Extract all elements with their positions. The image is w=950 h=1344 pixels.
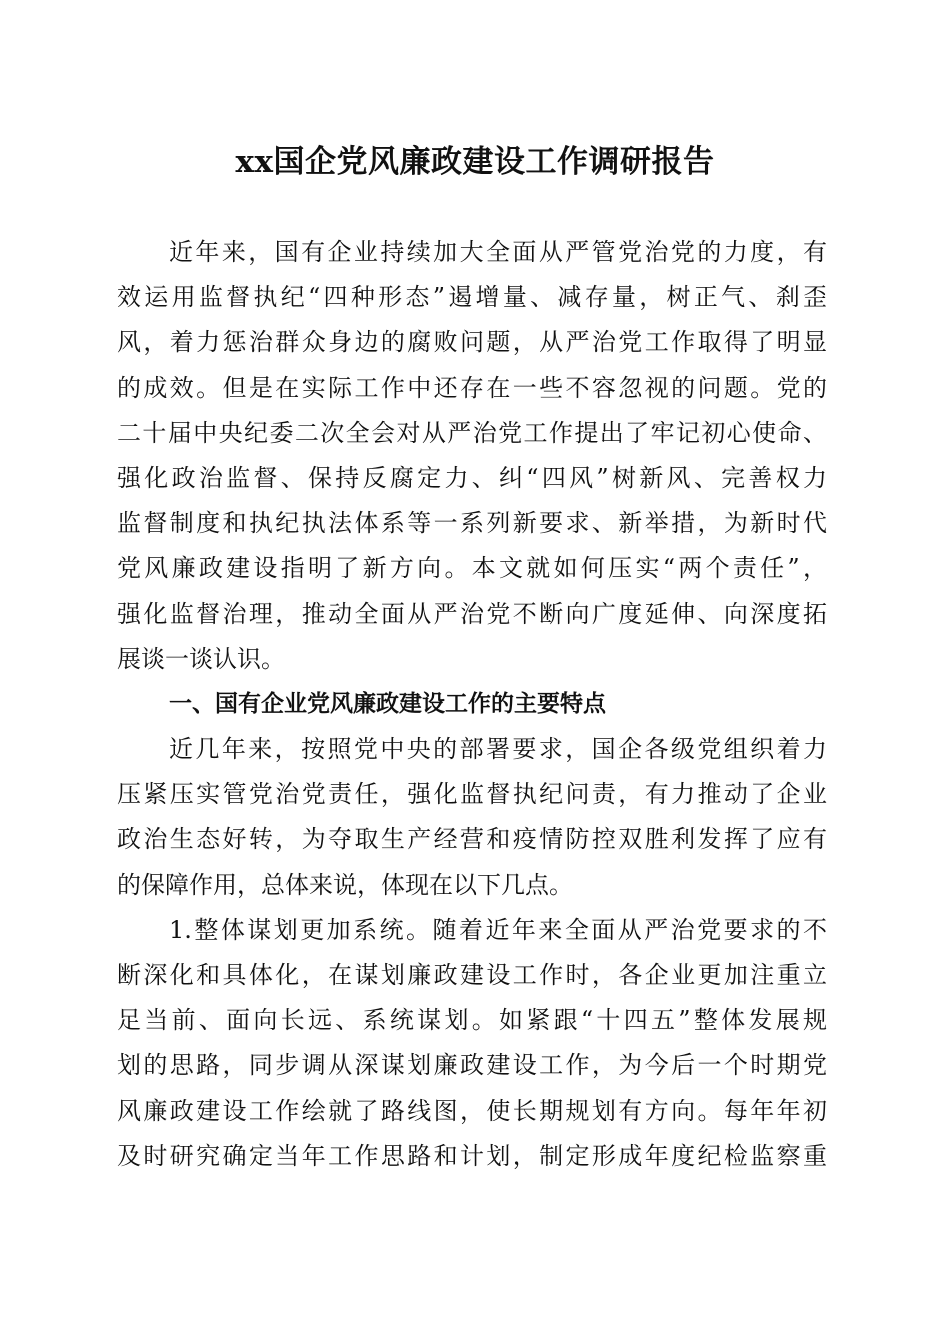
paragraph-line: 的成效。但是在实际工作中还存在一些不容忽视的问题。党的	[117, 373, 827, 402]
paragraph-line: 强化监督治理，推动全面从严治党不断向广度延伸、向深度拓	[117, 599, 827, 628]
paragraph-line: 断深化和具体化，在谋划廉政建设工作时，各企业更加注重立	[117, 961, 827, 989]
paragraph-line: 监督制度和执纪执法体系等一系列新要求、新举措，为新时代	[117, 509, 827, 538]
paragraph-line: 二十届中央纪委二次全会对从严治党工作提出了牢记初心使命、	[117, 418, 827, 447]
paragraph-line: 风，着力惩治群众身边的腐败问题，从严治党工作取得了明显	[117, 328, 827, 357]
paragraph-line: 近几年来，按照党中央的部署要求，国企各级党组织着力	[169, 735, 827, 764]
paragraph-line: 划的思路，同步调从深谋划廉政建设工作，为今后一个时期党	[117, 1051, 827, 1080]
paragraph-line: 压紧压实管党治党责任，强化监督执纪问责，有力推动了企业	[117, 780, 827, 809]
section-heading: 一、国有企业党风廉政建设工作的主要特点	[169, 690, 606, 717]
paragraph-line: 展谈一谈认识。	[117, 644, 285, 673]
paragraph-line: 1.整体谋划更加系统。随着近年来全面从严治党要求的不	[169, 915, 827, 944]
paragraph-line: 足当前、面向长远、系统谋划。如紧跟“十四五”整体发展规	[117, 1006, 827, 1035]
document-title: xx国企党风廉政建设工作调研报告	[235, 144, 715, 180]
document-body	[117, 230, 827, 1179]
paragraph-line: 近年来，国有企业持续加大全面从严管党治党的力度，有	[169, 238, 827, 266]
paragraph-line: 政治生态好转，为夺取生产经营和疫情防控双胜利发挥了应有	[117, 825, 827, 854]
paragraph-line: 风廉政建设工作绘就了路线图，使长期规划有方向。每年年初	[117, 1096, 827, 1125]
paragraph-line: 效运用监督执纪“四种形态”遏增量、减存量，树正气、刹歪	[117, 283, 827, 312]
paragraph-line: 及时研究确定当年工作思路和计划，制定形成年度纪检监察重	[117, 1141, 827, 1170]
paragraph-line: 党风廉政建设指明了新方向。本文就如何压实“两个责任”，	[117, 554, 827, 583]
paragraph-line: 强化政治监督、保持反腐定力、纠“四风”树新风、完善权力	[117, 463, 827, 492]
paragraph-line: 的保障作用，总体来说，体现在以下几点。	[117, 870, 573, 899]
